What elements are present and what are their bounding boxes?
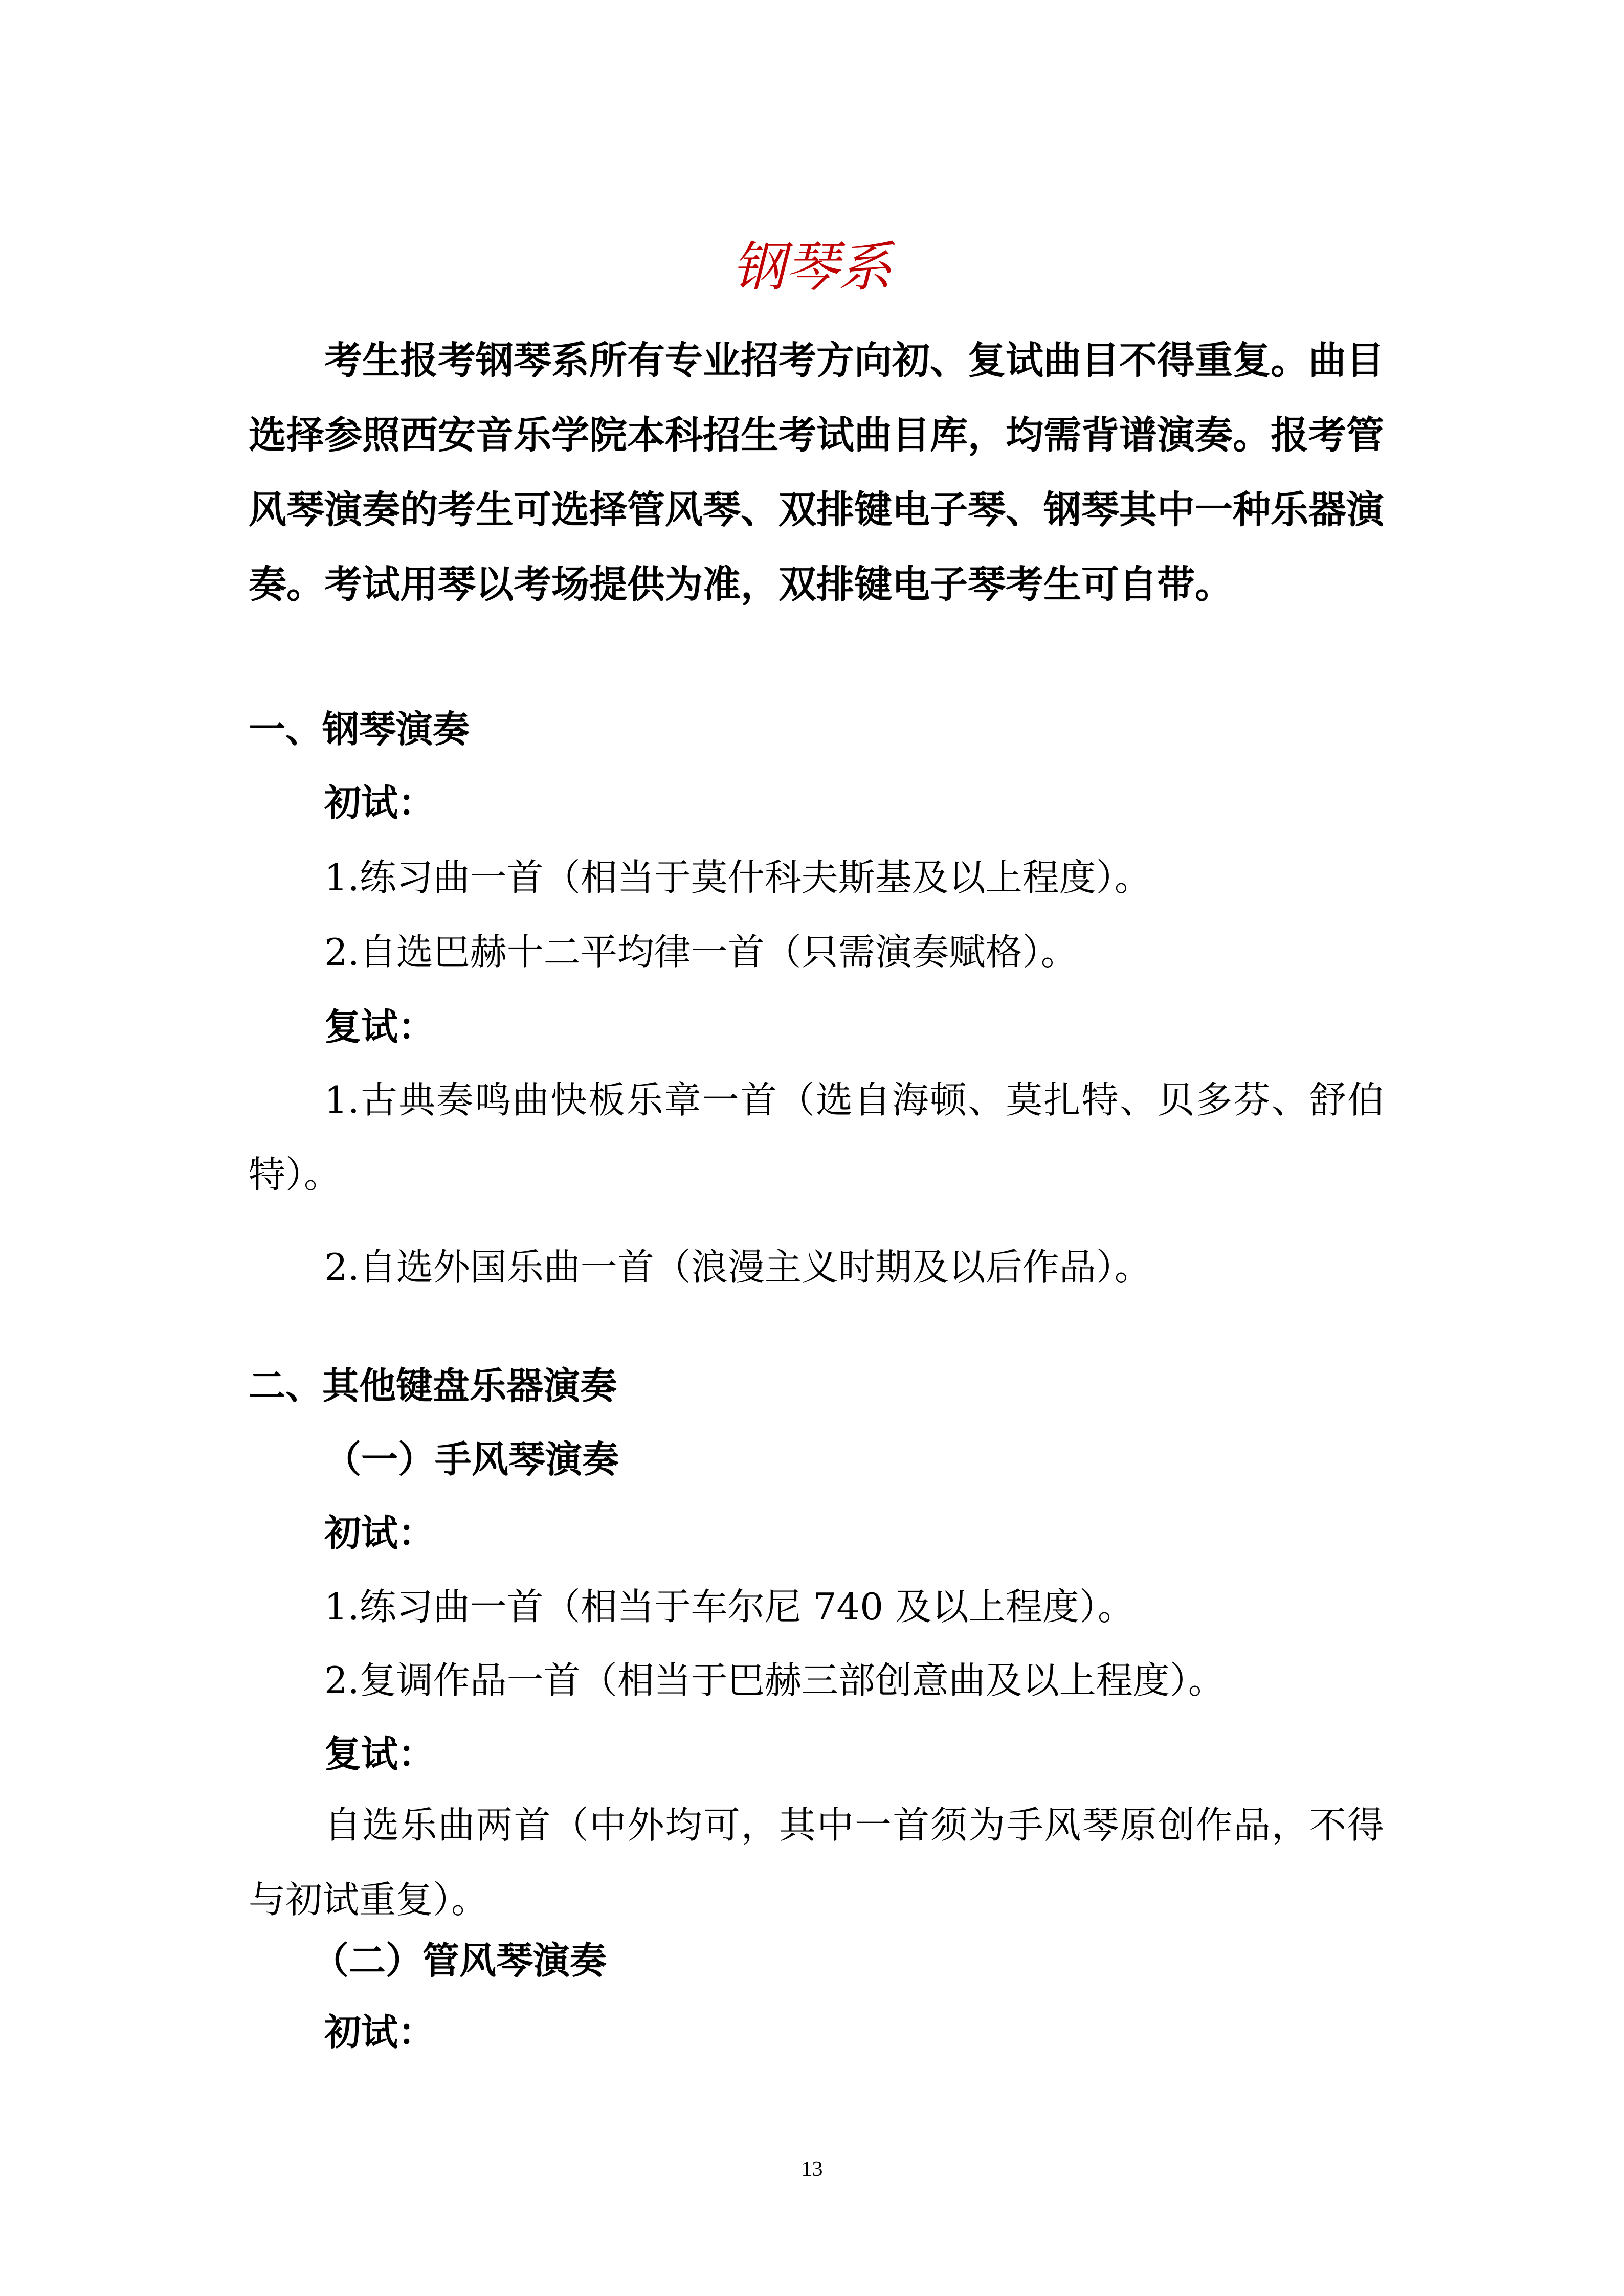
intro-paragraph bbox=[249, 323, 1384, 622]
initial-exam-label: 初试： bbox=[324, 2011, 435, 2054]
page-number: 13 bbox=[801, 2157, 823, 2181]
list-item: 2.自选外国乐曲一首（浪漫主义时期及以后作品）。 bbox=[324, 1246, 1151, 1289]
initial-exam-label: 初试： bbox=[324, 781, 435, 824]
paragraph: 自选乐曲两首（中外均可，其中一首须为手风琴原创作品，不得与初试重复）。 bbox=[249, 1804, 1384, 1921]
list-item: 2.复调作品一首（相当于巴赫三部创意曲及以上程度）。 bbox=[324, 1659, 1225, 1702]
section-heading-piano: 一、钢琴演奏 bbox=[249, 708, 470, 751]
second-exam-label: 复试： bbox=[324, 1005, 435, 1048]
page-title: 钢琴系 bbox=[732, 236, 892, 298]
subsection-heading-accordion: （一）手风琴演奏 bbox=[324, 1438, 619, 1481]
subsection-heading-organ: （二）管风琴演奏 bbox=[312, 1939, 607, 1982]
list-item: 1.练习曲一首（相当于车尔尼 740 及以上程度）。 bbox=[324, 1585, 1134, 1628]
second-exam-label: 复试： bbox=[324, 1732, 435, 1775]
list-item: 1.古典奏鸣曲快板乐章一首（选自海顿、莫扎特、贝多芬、舒伯特）。 bbox=[249, 1078, 1384, 1196]
initial-exam-label: 初试： bbox=[324, 1512, 435, 1555]
intro-text: 考生报考钢琴系所有专业招考方向初、复试曲目不得重复。曲目选择参照西安音乐学院本科招生考试曲目库，均需背谱演奏。报考管风琴演奏的考生可选择管风琴、双排键电子琴、钢琴其中一种乐器演奏。考试用琴以考场提供为准，双排键电子琴考生可自带。 bbox=[249, 339, 1384, 606]
list-item: 2.自选巴赫十二平均律一首（只需演奏赋格）。 bbox=[324, 931, 1078, 974]
section-heading-other-keyboard: 二、其他键盘乐器演奏 bbox=[249, 1364, 617, 1407]
list-item: 1.练习曲一首（相当于莫什科夫斯基及以上程度）。 bbox=[324, 856, 1151, 899]
